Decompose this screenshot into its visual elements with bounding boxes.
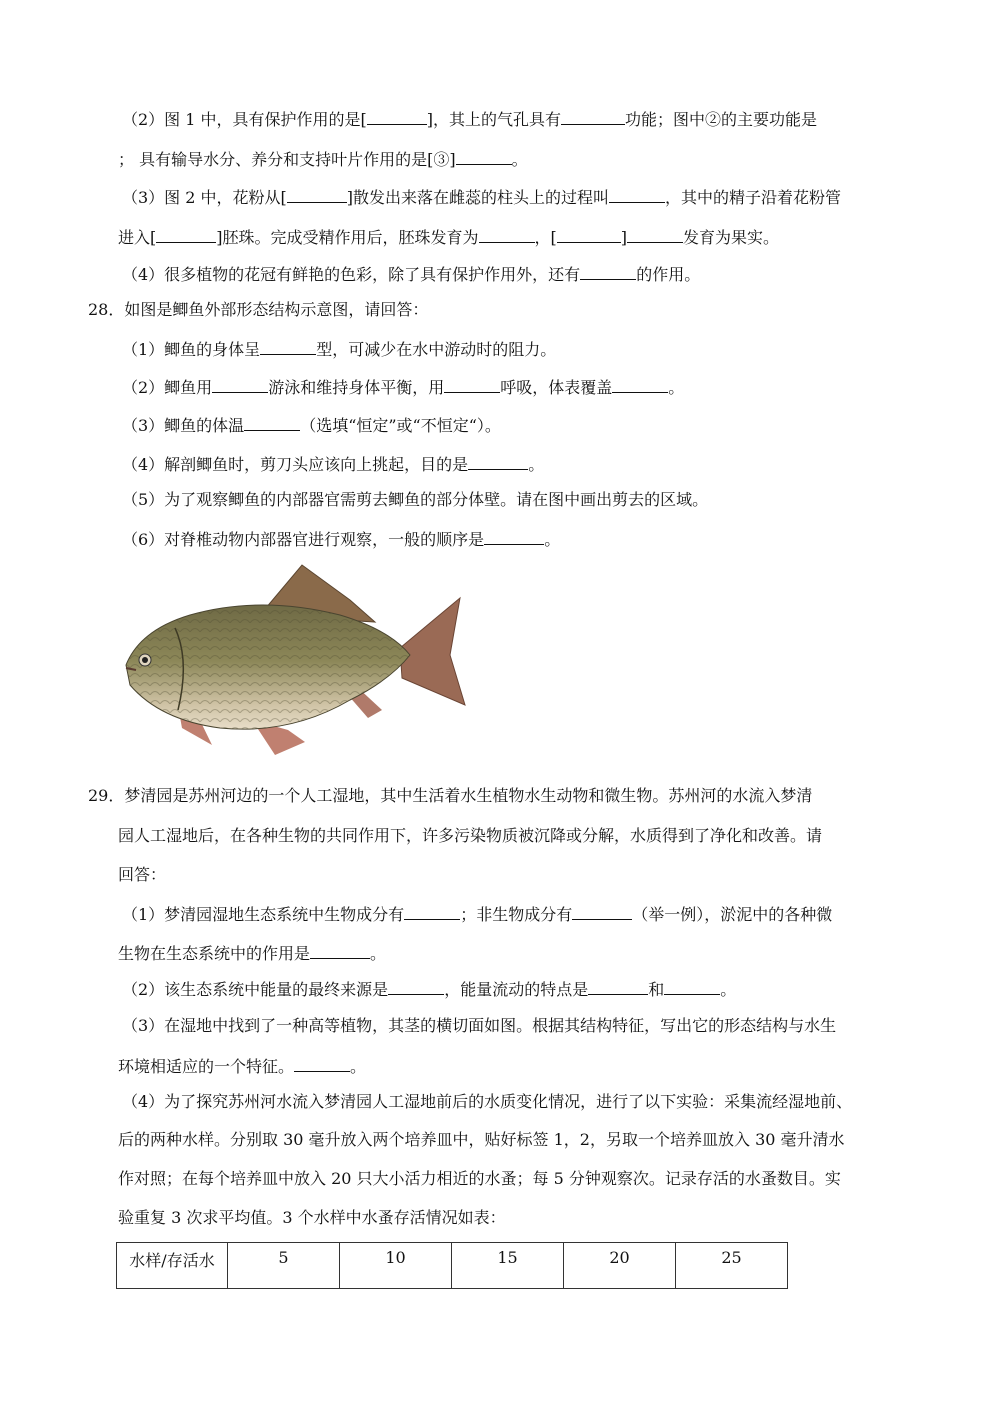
q28-title: 28．如图是鲫鱼外部形态结构示意图，请回答： [88, 300, 429, 319]
q28-p6: （6）对脊椎动物内部器官进行观察，一般的顺序是 。 [122, 530, 561, 549]
table-header-cell: 20 [564, 1243, 676, 1289]
answer-blank[interactable] [468, 453, 528, 470]
answer-blank[interactable] [310, 942, 370, 959]
q28-p4: （4）解剖鲫鱼时，剪刀头应该向上挑起，目的是 。 [122, 455, 545, 474]
q29-p4-line2: 后的两种水样。分别取 30 毫升放入两个培养皿中，贴好标签 1，2，另取一个培养皿放入 30 毫升清水 [118, 1130, 845, 1149]
answer-blank[interactable] [444, 376, 500, 393]
q29-p4-line1: （4）为了探究苏州河水流入梦清园人工湿地前后的水质变化情况，进行了以下实验：采集流经湿地前、 [122, 1092, 853, 1111]
answer-blank[interactable] [588, 978, 648, 995]
answer-blank[interactable] [294, 1055, 350, 1072]
table-header-cell: 5 [228, 1243, 340, 1289]
q28-p1: （1）鲫鱼的身体呈 型，可减少在水中游动时的阻力。 [122, 340, 557, 359]
q27-p2-line2: ； 具有输导水分、养分和支持叶片作用的是[③] 。 [118, 150, 528, 169]
answer-blank[interactable] [479, 226, 535, 243]
answer-blank[interactable] [244, 414, 300, 431]
q29-p3-line1: （3）在湿地中找到了一种高等植物，其茎的横切面如图。根据其结构特征，写出它的形态结构与水生 [122, 1016, 837, 1035]
answer-blank[interactable] [156, 226, 216, 243]
q28-p2: （2）鲫鱼用 游泳和维持身体平衡，用 呼吸，体表覆盖 。 [122, 378, 685, 397]
answer-blank[interactable] [456, 148, 512, 165]
survival-table [116, 1242, 788, 1289]
q29-intro-3: 回答： [118, 865, 167, 884]
table-header-row [117, 1243, 788, 1289]
answer-blank[interactable] [260, 338, 316, 355]
answer-blank[interactable] [664, 978, 720, 995]
q27-p3-line1: （3）图 2 中，花粉从[ ]散发出来落在雌蕊的柱头上的过程叫 ，其中的精子沿着花粉管 [122, 188, 842, 207]
answer-blank[interactable] [212, 376, 268, 393]
q29-intro-2: 园人工湿地后，在各种生物的共同作用下，许多污染物质被沉降或分解，水质得到了净化和改善。请 [118, 826, 823, 845]
answer-blank[interactable] [609, 186, 665, 203]
answer-blank[interactable] [388, 978, 444, 995]
q27-p4: （4）很多植物的花冠有鲜艳的色彩，除了具有保护作用外，还有 的作用。 [122, 265, 701, 284]
q27-p3-line2: 进入[ ]胚珠。完成受精作用后，胚珠发育为 ，[ ] 发育为果实。 [118, 228, 780, 247]
table-header-cell: 15 [452, 1243, 564, 1289]
answer-blank[interactable] [612, 376, 668, 393]
answer-blank[interactable] [367, 108, 427, 125]
answer-blank[interactable] [580, 263, 636, 280]
answer-blank[interactable] [404, 903, 460, 920]
answer-blank[interactable] [557, 226, 621, 243]
q29-p2: （2）该生态系统中能量的最终来源是 ，能量流动的特点是 和 。 [122, 980, 737, 999]
answer-blank[interactable] [287, 186, 347, 203]
answer-blank[interactable] [561, 108, 625, 125]
table-header-cell: 水样/存活水 [117, 1243, 228, 1289]
q29-p1-line1: （1）梦清园湿地生态系统中生物成分有 ；非生物成分有 （举一例），淤泥中的各种微 [122, 905, 833, 924]
q28-p3: （3）鲫鱼的体温 （选填“恒定”或“不恒定“）。 [122, 416, 501, 435]
q29-p4-line4: 验重复 3 次求平均值。3 个水样中水蚤存活情况如表： [118, 1208, 506, 1227]
q29-p4-line3: 作对照；在每个培养皿中放入 20 只大小活力相近的水蚤；每 5 分钟观察次。记录存活的水蚤数目。实 [118, 1169, 841, 1188]
answer-blank[interactable] [627, 226, 683, 243]
table-header-cell: 10 [340, 1243, 452, 1289]
crucian-carp-image [120, 560, 470, 765]
q29-p3-line2: 环境相适应的一个特征。 。 [118, 1057, 367, 1076]
q27-p2-line1: （2）图 1 中，具有保护作用的是[ ]，其上的气孔具有 功能；图中②的主要功能是 [122, 110, 818, 129]
answer-blank[interactable] [572, 903, 632, 920]
answer-blank[interactable] [484, 528, 544, 545]
table-header-cell: 25 [676, 1243, 788, 1289]
q29-intro-1: 29．梦清园是苏州河边的一个人工湿地，其中生活着水生植物水生动物和微生物。苏州河的水流入梦清 [88, 786, 813, 805]
q28-p5: （5）为了观察鲫鱼的内部器官需剪去鲫鱼的部分体壁。请在图中画出剪去的区域。 [122, 490, 709, 509]
q29-p1-line2: 生物在生态系统中的作用是 。 [118, 944, 387, 963]
